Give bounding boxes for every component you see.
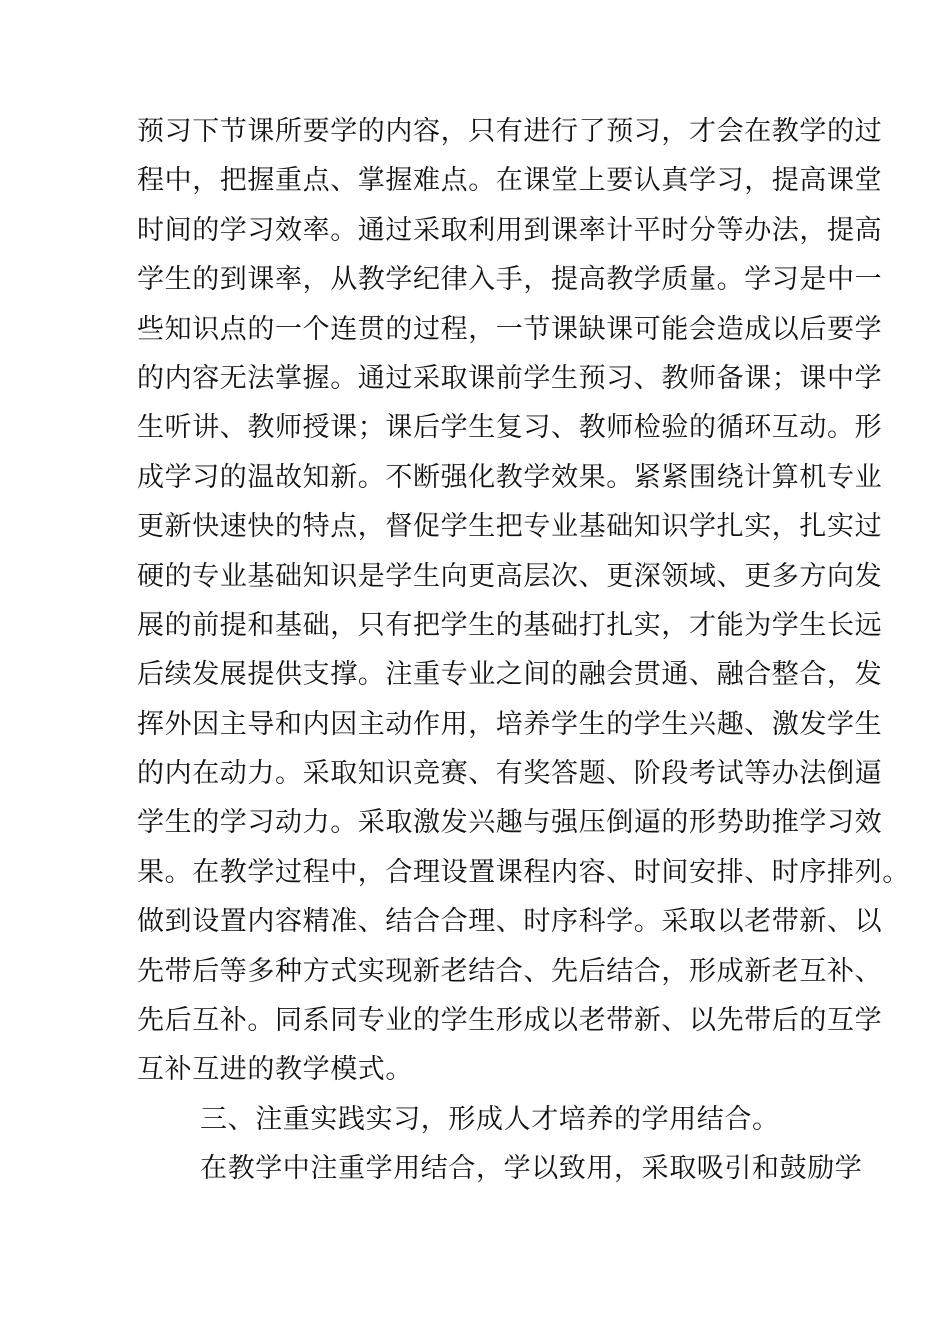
body-line: 果。在教学过程中，合理设置课程内容、时间安排、时序排列。 <box>137 856 910 888</box>
body-line: 时间的学习效率。通过采取利用到课率计平时分等办法，提高 <box>137 214 883 246</box>
body-line: 挥外因主导和内因主动作用，培养学生的学生兴趣、激发学生 <box>137 708 883 740</box>
body-line: 程中，把握重点、掌握难点。在课堂上要认真学习，提高课堂 <box>137 165 883 197</box>
body-line: 学生的学习动力。采取激发兴趣与强压倒逼的形势助推学习效 <box>137 807 883 839</box>
body-line: 预习下节课所要学的内容，只有进行了预习，才会在教学的过 <box>137 116 883 147</box>
body-line: 生听讲、教师授课；课后学生复习、教师检验的循环互动。形 <box>137 412 883 444</box>
body-line: 硬的专业基础知识是学生向更高层次、更深领域、更多方向发 <box>137 560 883 592</box>
section-heading: 三、注重实践实习，形成人才培养的学用结合。 <box>200 1103 780 1135</box>
body-line: 的内容无法掌握。通过采取课前学生预习、教师备课；课中学 <box>137 362 883 394</box>
body-line: 互补互进的教学模式。 <box>137 1054 413 1086</box>
body-line: 在教学中注重学用结合，学以致用，采取吸引和鼓励学 <box>200 1153 863 1185</box>
body-line: 展的前提和基础，只有把学生的基础打扎实，才能为学生长远 <box>137 609 883 641</box>
document-body <box>137 107 910 1194</box>
body-line: 些知识点的一个连贯的过程，一节课缺课可能会造成以后要学 <box>137 313 883 345</box>
body-line: 先带后等多种方式实现新老结合、先后结合，形成新老互补、 <box>137 955 883 987</box>
body-line: 后续发展提供支撑。注重专业之间的融会贯通、融合整合，发 <box>137 659 883 691</box>
body-line: 的内在动力。采取知识竞赛、有奖答题、阶段考试等办法倒逼 <box>137 758 883 790</box>
body-line: 先后互补。同系同专业的学生形成以老带新、以先带后的互学 <box>137 1005 883 1037</box>
body-line: 更新快速快的特点，督促学生把专业基础知识学扎实，扎实过 <box>137 511 883 543</box>
body-line: 做到设置内容精准、结合合理、时序科学。采取以老带新、以 <box>137 906 883 938</box>
body-line: 成学习的温故知新。不断强化教学效果。紧紧围绕计算机专业 <box>137 461 883 493</box>
body-line: 学生的到课率，从教学纪律入手，提高教学质量。学习是中一 <box>137 264 883 296</box>
